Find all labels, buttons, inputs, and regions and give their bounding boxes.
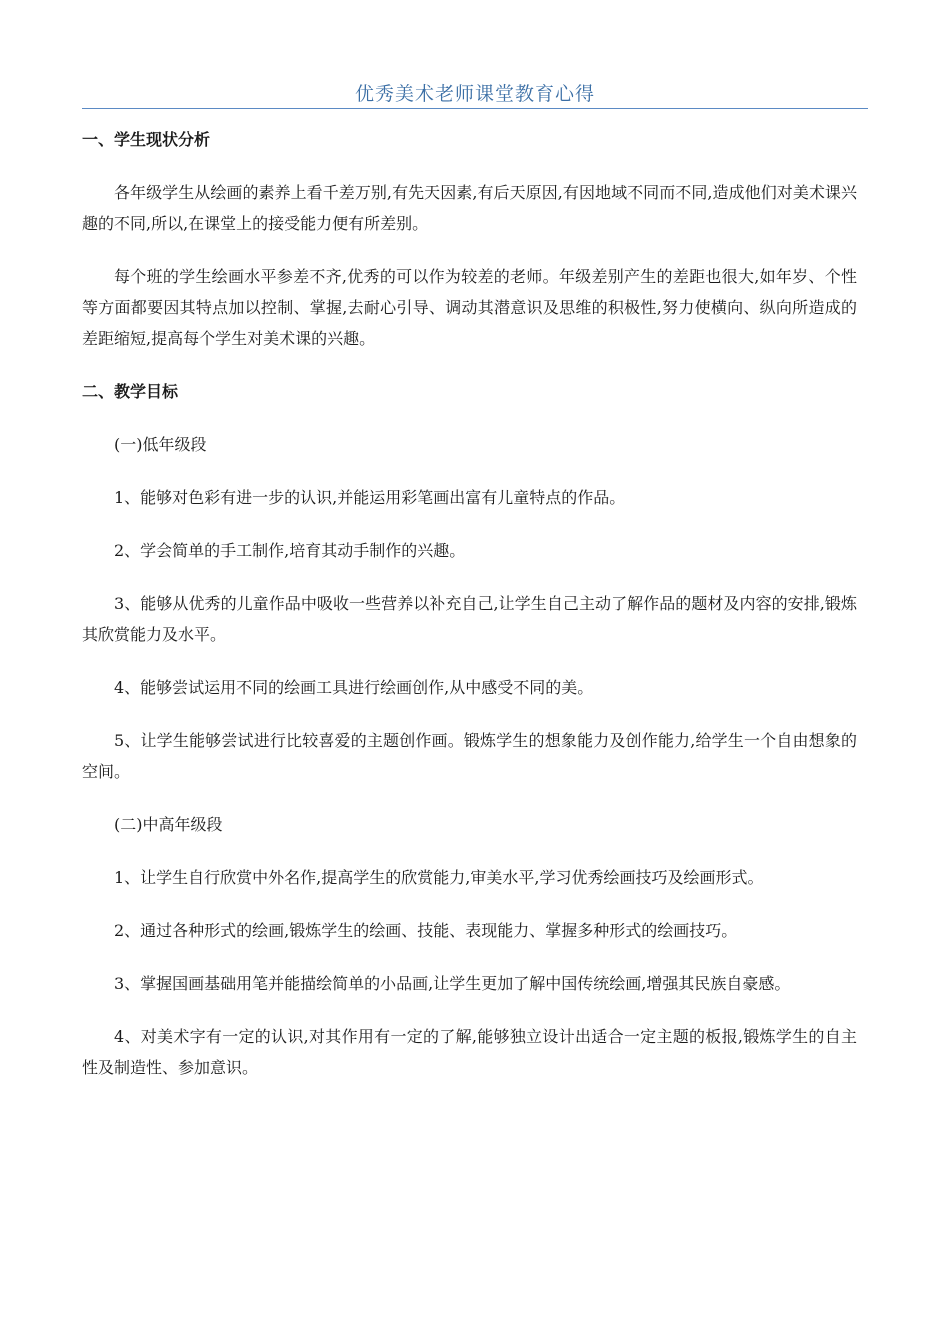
document-body (82, 124, 857, 1083)
list-item: 2、学会简单的手工制作,培育其动手制作的兴趣。 (114, 541, 466, 560)
paragraph: 各年级学生从绘画的素养上看千差万别,有先天因素,有后天原因,有因地域不同而不同,造成他们对美术课兴趣的不同,所以,在课堂上的接受能力便有所差别。 (82, 183, 857, 233)
list-item: 4、对美术字有一定的认识,对其作用有一定的了解,能够独立设计出适合一定主题的板报,锻炼学生的自主性及制造性、参加意识。 (82, 1027, 857, 1077)
list-item: 3、能够从优秀的儿童作品中吸收一些营养以补充自己,让学生自己主动了解作品的题材及内容的安排,锻炼其欣赏能力及水平。 (82, 594, 857, 644)
list-item: 5、让学生能够尝试进行比较喜爱的主题创作画。锻炼学生的想象能力及创作能力,给学生一个自由想象的空间。 (82, 731, 857, 781)
list-item: 3、掌握国画基础用笔并能描绘简单的小品画,让学生更加了解中国传统绘画,增强其民族自豪感。 (114, 974, 791, 993)
section-heading-2: 二、教学目标 (82, 382, 179, 401)
title-underline (82, 108, 868, 109)
subsection-heading-2: (二)中高年级段 (114, 815, 223, 834)
section-heading-1: 一、学生现状分析 (82, 130, 211, 149)
list-item: 1、让学生自行欣赏中外名作,提高学生的欣赏能力,审美水平,学习优秀绘画技巧及绘画形式。 (114, 868, 764, 887)
document-title: 优秀美术老师课堂教育心得 (354, 83, 595, 105)
list-item: 4、能够尝试运用不同的绘画工具进行绘画创作,从中感受不同的美。 (114, 678, 594, 697)
subsection-heading-1: (一)低年级段 (114, 435, 207, 454)
list-item: 1、能够对色彩有进一步的认识,并能运用彩笔画出富有儿童特点的作品。 (114, 488, 626, 507)
list-item: 2、通过各种形式的绘画,锻炼学生的绘画、技能、表现能力、掌握多种形式的绘画技巧。 (114, 921, 738, 940)
paragraph: 每个班的学生绘画水平参差不齐,优秀的可以作为较差的老师。年级差别产生的差距也很大,如年岁、个性等方面都要因其特点加以控制、掌握,去耐心引导、调动其潜意识及思维的积极性,努力使横向、纵向所造成的差距缩短,提高每个学生对美术课的兴趣。 (82, 267, 857, 348)
